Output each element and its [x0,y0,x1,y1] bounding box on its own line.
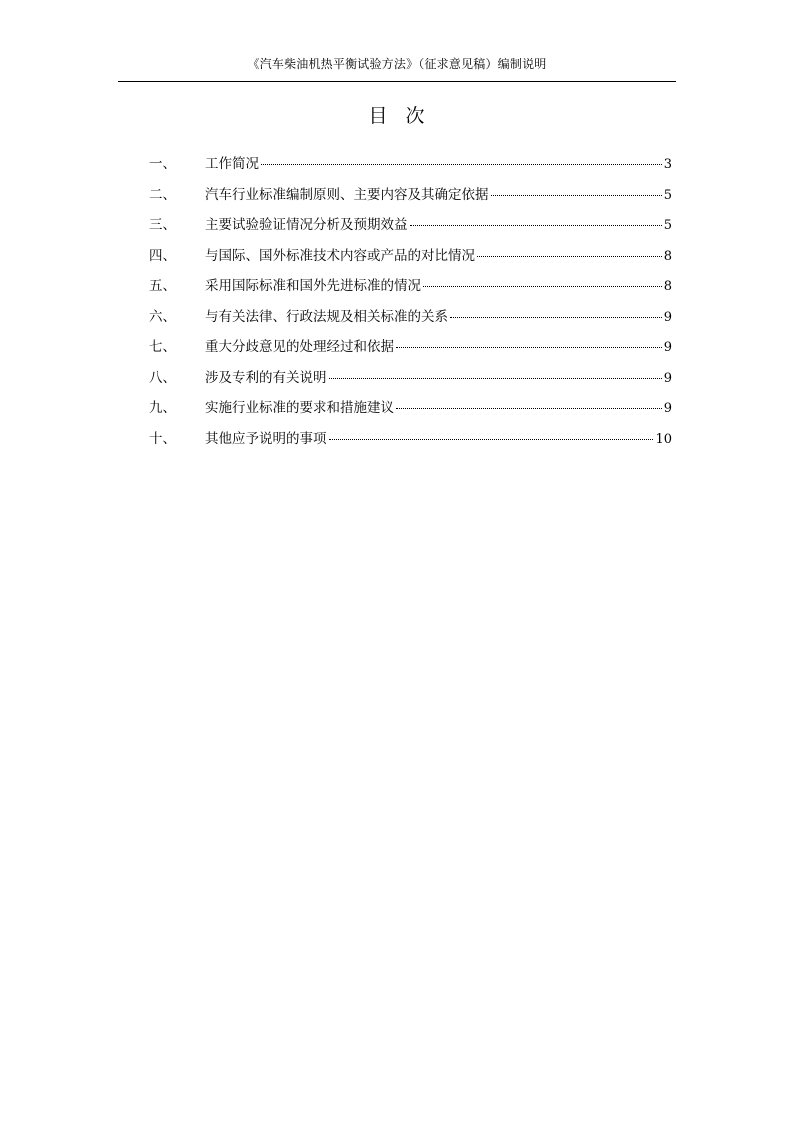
toc-dot-leader [477,255,662,257]
toc-dot-leader [396,346,662,348]
toc-dot-leader [450,316,662,318]
toc-entry-page: 9 [663,370,672,386]
toc-entry-title: 汽车行业标准编制原则、主要内容及其确定依据 [205,186,489,203]
toc-entry-page: 5 [663,187,672,203]
toc-entry-page: 8 [663,279,672,294]
table-of-contents [149,152,672,457]
toc-entry-4[interactable] [149,244,672,275]
toc-entry-page: 9 [663,309,672,325]
toc-entry-number: 三、 [149,217,176,233]
toc-entry-page: 3 [663,157,672,172]
toc-entry-title: 与国际、国外标准技术内容或产品的对比情况 [205,247,475,264]
toc-dot-leader [396,407,662,409]
toc-entry-number: 十、 [149,430,176,447]
toc-entry-1[interactable] [149,152,672,183]
toc-entry-number: 六、 [149,308,176,325]
toc-dot-leader [329,438,654,440]
toc-entry-number: 二、 [149,186,176,203]
toc-entry-title: 涉及专利的有关说明 [205,369,327,386]
toc-entry-number: 四、 [149,247,176,264]
toc-entry-number: 五、 [149,278,176,294]
toc-entry-page: 5 [663,218,672,233]
toc-entry-title: 与有关法律、行政法规及相关标准的关系 [205,308,448,325]
toc-entry-title: 其他应予说明的事项 [205,430,327,447]
toc-entry-2[interactable] [149,183,672,214]
page-header: 《汽车柴油机热平衡试验方法》（征求意见稿）编制说明 [247,57,547,71]
toc-entry-number: 八、 [149,369,176,386]
toc-entry-page: 10 [655,431,672,447]
toc-entry-page: 9 [663,340,672,355]
toc-entry-9[interactable] [149,396,672,427]
toc-dot-leader [329,377,662,379]
toc-entry-number: 七、 [149,339,176,355]
header-rule [118,81,676,82]
toc-entry-8[interactable] [149,366,672,397]
toc-dot-leader [423,285,662,287]
toc-dot-leader [410,224,662,226]
toc-entry-5[interactable] [149,274,672,305]
toc-dot-leader [491,194,662,196]
toc-entry-page: 9 [663,401,672,416]
toc-entry-6[interactable] [149,305,672,336]
toc-title: 目次 [368,105,443,127]
toc-entry-title: 主要试验验证情况分析及预期效益 [205,217,408,233]
toc-dot-leader [261,163,662,165]
toc-entry-7[interactable] [149,335,672,366]
toc-entry-title: 工作简况 [205,156,259,172]
toc-entry-title: 实施行业标准的要求和措施建议 [205,400,394,416]
toc-entry-10[interactable] [149,427,672,458]
toc-entry-page: 8 [663,248,672,264]
toc-entry-title: 采用国际标准和国外先进标准的情况 [205,278,421,294]
toc-entry-number: 一、 [149,156,176,172]
toc-entry-3[interactable] [149,213,672,244]
toc-entry-title: 重大分歧意见的处理经过和依据 [205,339,394,355]
toc-entry-number: 九、 [149,400,176,416]
